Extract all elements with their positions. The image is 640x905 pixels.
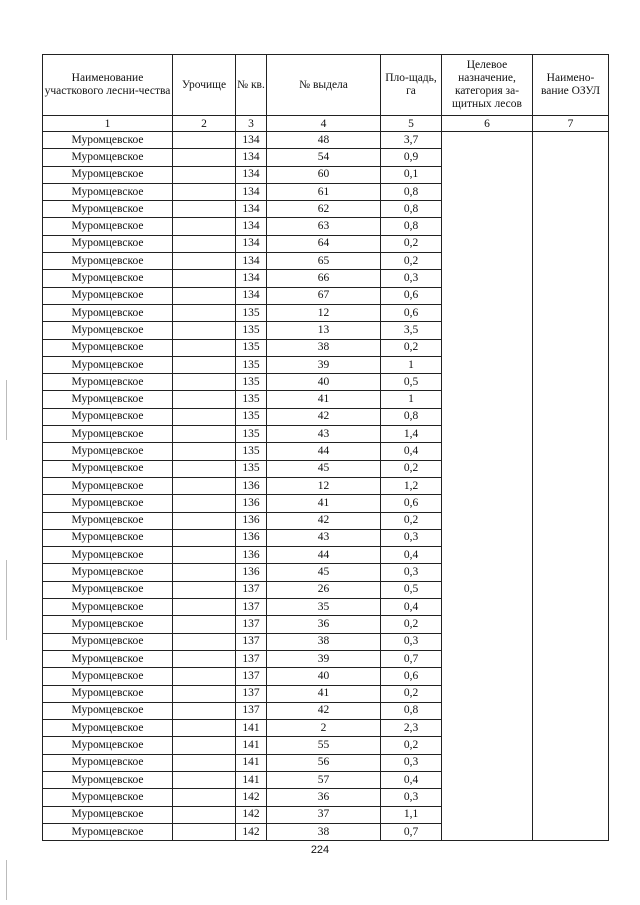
allotment-number-cell: 54 — [267, 149, 381, 166]
area-cell: 0,2 — [381, 460, 442, 477]
quarter-number-cell: 136 — [236, 477, 267, 494]
forestry-name-cell: Муромцевское — [43, 616, 173, 633]
area-cell: 0,2 — [381, 737, 442, 754]
forestry-name-cell: Муромцевское — [43, 235, 173, 252]
allotment-number-cell: 67 — [267, 287, 381, 304]
header-forestry-name: Наименование участкового лесни-чества — [43, 55, 173, 116]
tract-cell — [173, 685, 236, 702]
tract-cell — [173, 304, 236, 321]
allotment-number-cell: 39 — [267, 650, 381, 667]
forestry-name-cell: Муромцевское — [43, 633, 173, 650]
quarter-number-cell: 135 — [236, 374, 267, 391]
quarter-number-cell: 135 — [236, 426, 267, 443]
tract-cell — [173, 460, 236, 477]
tract-cell — [173, 616, 236, 633]
allotment-number-cell: 63 — [267, 218, 381, 235]
quarter-number-cell: 137 — [236, 581, 267, 598]
tract-cell — [173, 547, 236, 564]
tract-cell — [173, 650, 236, 667]
allotment-number-cell: 42 — [267, 408, 381, 425]
allotment-number-cell: 35 — [267, 599, 381, 616]
allotment-number-cell: 38 — [267, 339, 381, 356]
header-quarter-number: № кв. — [236, 55, 267, 116]
tract-cell — [173, 166, 236, 183]
area-cell: 0,8 — [381, 408, 442, 425]
tract-cell — [173, 235, 236, 252]
tract-cell — [173, 183, 236, 200]
allotment-number-cell: 43 — [267, 426, 381, 443]
area-cell: 0,4 — [381, 547, 442, 564]
quarter-number-cell: 137 — [236, 685, 267, 702]
allotment-number-cell: 42 — [267, 702, 381, 719]
forestry-name-cell: Муромцевское — [43, 270, 173, 287]
column-number: 5 — [381, 116, 442, 132]
area-cell: 0,9 — [381, 149, 442, 166]
forestry-name-cell: Муромцевское — [43, 426, 173, 443]
quarter-number-cell: 134 — [236, 270, 267, 287]
allotment-number-cell: 64 — [267, 235, 381, 252]
quarter-number-cell: 135 — [236, 322, 267, 339]
tract-cell — [173, 789, 236, 806]
area-cell: 0,8 — [381, 218, 442, 235]
area-cell: 1,1 — [381, 806, 442, 823]
allotment-number-cell: 38 — [267, 823, 381, 840]
quarter-number-cell: 137 — [236, 633, 267, 650]
forestry-name-cell: Муромцевское — [43, 149, 173, 166]
column-number: 3 — [236, 116, 267, 132]
quarter-number-cell: 137 — [236, 668, 267, 685]
tract-cell — [173, 512, 236, 529]
area-cell: 1 — [381, 391, 442, 408]
quarter-number-cell: 142 — [236, 806, 267, 823]
tract-cell — [173, 702, 236, 719]
column-number: 7 — [533, 116, 609, 132]
quarter-number-cell: 141 — [236, 754, 267, 771]
allotment-number-cell: 38 — [267, 633, 381, 650]
tract-cell — [173, 823, 236, 840]
scan-edge-mark — [6, 380, 7, 440]
allotment-number-cell: 36 — [267, 789, 381, 806]
forestry-name-cell: Муромцевское — [43, 720, 173, 737]
forestry-name-cell: Муромцевское — [43, 599, 173, 616]
forestry-name-cell: Муромцевское — [43, 322, 173, 339]
quarter-number-cell: 141 — [236, 771, 267, 788]
tract-cell — [173, 495, 236, 512]
allotment-number-cell: 36 — [267, 616, 381, 633]
tract-cell — [173, 737, 236, 754]
table-header-row — [43, 55, 609, 116]
allotment-number-cell: 57 — [267, 771, 381, 788]
area-cell: 2,3 — [381, 720, 442, 737]
tract-cell — [173, 391, 236, 408]
forestry-name-cell: Муромцевское — [43, 304, 173, 321]
tract-cell — [173, 270, 236, 287]
allotment-number-cell: 45 — [267, 564, 381, 581]
forestry-name-cell: Муромцевское — [43, 737, 173, 754]
area-cell: 0,7 — [381, 823, 442, 840]
area-cell: 0,2 — [381, 512, 442, 529]
area-cell: 0,5 — [381, 374, 442, 391]
area-cell: 0,7 — [381, 650, 442, 667]
quarter-number-cell: 142 — [236, 823, 267, 840]
area-cell: 0,3 — [381, 270, 442, 287]
allotment-number-cell: 45 — [267, 460, 381, 477]
quarter-number-cell: 134 — [236, 183, 267, 200]
column-number-row — [43, 116, 609, 132]
allotment-number-cell: 12 — [267, 477, 381, 494]
forestry-name-cell: Муромцевское — [43, 356, 173, 373]
area-cell: 0,2 — [381, 339, 442, 356]
quarter-number-cell: 134 — [236, 287, 267, 304]
quarter-number-cell: 134 — [236, 218, 267, 235]
allotment-number-cell: 40 — [267, 668, 381, 685]
tract-cell — [173, 132, 236, 149]
area-cell: 0,3 — [381, 564, 442, 581]
allotment-number-cell: 41 — [267, 685, 381, 702]
header-allotment-number: № выдела — [267, 55, 381, 116]
tract-cell — [173, 322, 236, 339]
quarter-number-cell: 136 — [236, 529, 267, 546]
forestry-name-cell: Муромцевское — [43, 201, 173, 218]
allotment-number-cell: 55 — [267, 737, 381, 754]
area-cell: 0,8 — [381, 201, 442, 218]
quarter-number-cell: 141 — [236, 720, 267, 737]
forestry-name-cell: Муромцевское — [43, 547, 173, 564]
quarter-number-cell: 134 — [236, 149, 267, 166]
allotment-number-cell: 41 — [267, 391, 381, 408]
quarter-number-cell: 135 — [236, 339, 267, 356]
quarter-number-cell: 142 — [236, 789, 267, 806]
allotment-number-cell: 44 — [267, 547, 381, 564]
forestry-name-cell: Муромцевское — [43, 391, 173, 408]
area-cell: 0,8 — [381, 702, 442, 719]
forestry-name-cell: Муромцевское — [43, 253, 173, 270]
purpose-category-cell — [442, 132, 533, 841]
header-purpose-category: Целевое назначение, категория за-щитных лесов — [442, 55, 533, 116]
quarter-number-cell: 137 — [236, 650, 267, 667]
tract-cell — [173, 443, 236, 460]
allotment-number-cell: 43 — [267, 529, 381, 546]
forestry-name-cell: Муромцевское — [43, 477, 173, 494]
forestry-name-cell: Муромцевское — [43, 581, 173, 598]
area-cell: 0,3 — [381, 754, 442, 771]
area-cell: 0,3 — [381, 789, 442, 806]
allotment-number-cell: 44 — [267, 443, 381, 460]
allotment-number-cell: 62 — [267, 201, 381, 218]
column-number: 4 — [267, 116, 381, 132]
area-cell: 0,8 — [381, 183, 442, 200]
tract-cell — [173, 668, 236, 685]
allotment-number-cell: 26 — [267, 581, 381, 598]
area-cell: 0,3 — [381, 633, 442, 650]
quarter-number-cell: 135 — [236, 304, 267, 321]
tract-cell — [173, 339, 236, 356]
header-ozul-name: Наимено-вание ОЗУЛ — [533, 55, 609, 116]
area-cell: 3,7 — [381, 132, 442, 149]
area-cell: 0,3 — [381, 529, 442, 546]
allotment-number-cell: 65 — [267, 253, 381, 270]
area-cell: 1,2 — [381, 477, 442, 494]
forestry-name-cell: Муромцевское — [43, 408, 173, 425]
tract-cell — [173, 599, 236, 616]
quarter-number-cell: 135 — [236, 391, 267, 408]
allotment-number-cell: 12 — [267, 304, 381, 321]
tract-cell — [173, 806, 236, 823]
forestry-name-cell: Муромцевское — [43, 166, 173, 183]
tract-cell — [173, 426, 236, 443]
area-cell: 0,2 — [381, 235, 442, 252]
forestry-name-cell: Муромцевское — [43, 132, 173, 149]
area-cell: 0,4 — [381, 599, 442, 616]
tract-cell — [173, 201, 236, 218]
forestry-name-cell: Муромцевское — [43, 374, 173, 391]
forestry-name-cell: Муромцевское — [43, 287, 173, 304]
quarter-number-cell: 135 — [236, 356, 267, 373]
forestry-name-cell: Муромцевское — [43, 460, 173, 477]
quarter-number-cell: 136 — [236, 564, 267, 581]
area-cell: 1 — [381, 356, 442, 373]
tract-cell — [173, 287, 236, 304]
scan-edge-mark — [6, 860, 7, 900]
quarter-number-cell: 134 — [236, 132, 267, 149]
forest-plots-table — [42, 54, 609, 841]
tract-cell — [173, 564, 236, 581]
ozul-name-cell — [533, 132, 609, 841]
forestry-name-cell: Муромцевское — [43, 529, 173, 546]
allotment-number-cell: 39 — [267, 356, 381, 373]
quarter-number-cell: 137 — [236, 599, 267, 616]
area-cell: 0,1 — [381, 166, 442, 183]
forestry-name-cell: Муромцевское — [43, 339, 173, 356]
tract-cell — [173, 771, 236, 788]
area-cell: 0,4 — [381, 443, 442, 460]
quarter-number-cell: 135 — [236, 443, 267, 460]
quarter-number-cell: 134 — [236, 166, 267, 183]
forestry-name-cell: Муромцевское — [43, 823, 173, 840]
quarter-number-cell: 135 — [236, 408, 267, 425]
forestry-name-cell: Муромцевское — [43, 771, 173, 788]
area-cell: 3,5 — [381, 322, 442, 339]
tract-cell — [173, 408, 236, 425]
scan-edge-mark — [6, 560, 7, 640]
forestry-name-cell: Муромцевское — [43, 443, 173, 460]
tract-cell — [173, 149, 236, 166]
allotment-number-cell: 42 — [267, 512, 381, 529]
forestry-name-cell: Муромцевское — [43, 183, 173, 200]
tract-cell — [173, 374, 236, 391]
header-area: Пло-щадь, га — [381, 55, 442, 116]
table-row — [43, 132, 609, 149]
tract-cell — [173, 356, 236, 373]
tract-cell — [173, 218, 236, 235]
forestry-name-cell: Муромцевское — [43, 702, 173, 719]
area-cell: 0,6 — [381, 304, 442, 321]
tract-cell — [173, 754, 236, 771]
forestry-name-cell: Муромцевское — [43, 668, 173, 685]
tract-cell — [173, 253, 236, 270]
area-cell: 0,5 — [381, 581, 442, 598]
area-cell: 0,6 — [381, 287, 442, 304]
forestry-name-cell: Муромцевское — [43, 218, 173, 235]
allotment-number-cell: 13 — [267, 322, 381, 339]
allotment-number-cell: 37 — [267, 806, 381, 823]
quarter-number-cell: 136 — [236, 512, 267, 529]
quarter-number-cell: 134 — [236, 201, 267, 218]
area-cell: 0,2 — [381, 253, 442, 270]
allotment-number-cell: 66 — [267, 270, 381, 287]
tract-cell — [173, 477, 236, 494]
table-body — [43, 132, 609, 841]
column-number: 6 — [442, 116, 533, 132]
area-cell: 0,2 — [381, 616, 442, 633]
forestry-name-cell: Муромцевское — [43, 650, 173, 667]
forestry-name-cell: Муромцевское — [43, 495, 173, 512]
allotment-number-cell: 2 — [267, 720, 381, 737]
quarter-number-cell: 137 — [236, 616, 267, 633]
quarter-number-cell: 141 — [236, 737, 267, 754]
quarter-number-cell: 135 — [236, 460, 267, 477]
area-cell: 0,6 — [381, 668, 442, 685]
quarter-number-cell: 136 — [236, 547, 267, 564]
allotment-number-cell: 48 — [267, 132, 381, 149]
forestry-name-cell: Муромцевское — [43, 685, 173, 702]
quarter-number-cell: 137 — [236, 702, 267, 719]
tract-cell — [173, 581, 236, 598]
quarter-number-cell: 134 — [236, 253, 267, 270]
area-cell: 1,4 — [381, 426, 442, 443]
forestry-name-cell: Муромцевское — [43, 754, 173, 771]
page-number: 224 — [310, 844, 330, 856]
area-cell: 0,2 — [381, 685, 442, 702]
allotment-number-cell: 40 — [267, 374, 381, 391]
forestry-name-cell: Муромцевское — [43, 512, 173, 529]
forestry-name-cell: Муромцевское — [43, 806, 173, 823]
tract-cell — [173, 720, 236, 737]
forestry-name-cell: Муромцевское — [43, 564, 173, 581]
allotment-number-cell: 61 — [267, 183, 381, 200]
tract-cell — [173, 633, 236, 650]
allotment-number-cell: 56 — [267, 754, 381, 771]
tract-cell — [173, 529, 236, 546]
header-tract: Урочище — [173, 55, 236, 116]
area-cell: 0,6 — [381, 495, 442, 512]
column-number: 2 — [173, 116, 236, 132]
quarter-number-cell: 136 — [236, 495, 267, 512]
allotment-number-cell: 60 — [267, 166, 381, 183]
forestry-name-cell: Муромцевское — [43, 789, 173, 806]
area-cell: 0,4 — [381, 771, 442, 788]
allotment-number-cell: 41 — [267, 495, 381, 512]
quarter-number-cell: 134 — [236, 235, 267, 252]
column-number: 1 — [43, 116, 173, 132]
